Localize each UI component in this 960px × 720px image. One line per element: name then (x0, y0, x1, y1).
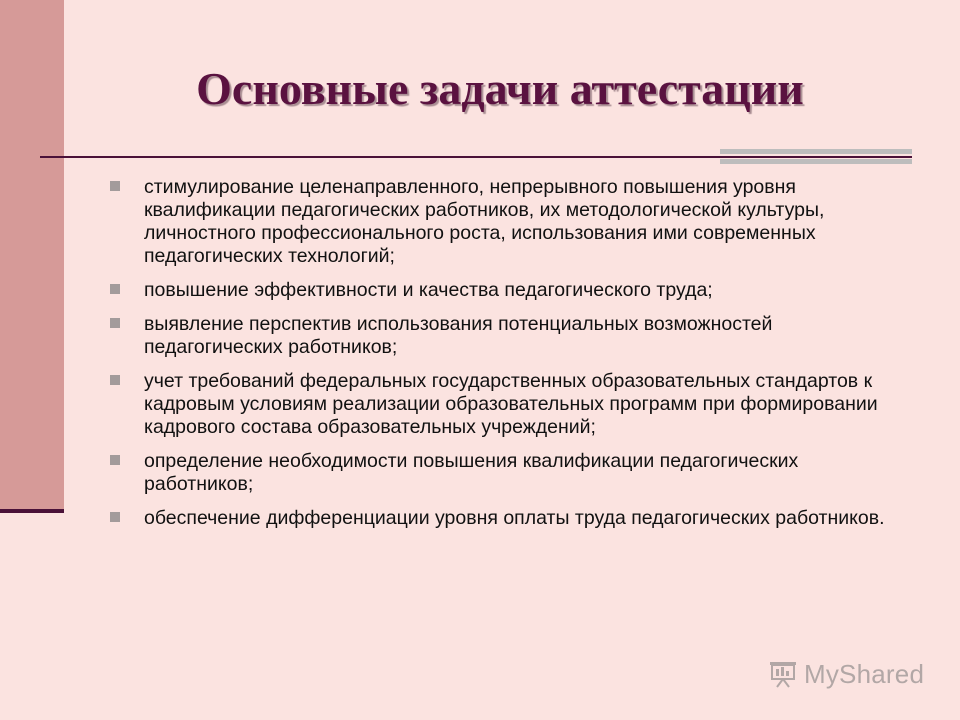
square-bullet-icon (110, 284, 120, 294)
bullet-text: учет требований федеральных государственных образовательных стандартов к кадровым условиям реализации образовательных программ при формировании кадрового состава образовательных учреждений; (144, 370, 878, 438)
bullet-text: стимулирование целенаправленного, непрерывного повышения уровня квалификации педагогических работников, их методологической культуры, личностного профессионального роста, использования ими современных педагогических технологий; (144, 176, 825, 267)
bullet-text: повышение эффективности и качества педагогического труда; (144, 279, 713, 301)
watermark-text: MyShared (804, 658, 925, 689)
square-bullet-icon (110, 512, 120, 522)
title-rule-line (40, 156, 912, 158)
side-decoration-line (0, 509, 64, 513)
square-bullet-icon (110, 181, 120, 191)
bullet-item (104, 450, 904, 496)
bullet-item (104, 176, 904, 268)
slide-title: Основные задачи аттестации (196, 63, 804, 114)
bullet-item (104, 370, 904, 439)
watermark (768, 656, 924, 692)
bullet-item (104, 313, 904, 359)
square-bullet-icon (110, 375, 120, 385)
bullet-item (104, 507, 904, 530)
title-rule-gray-bottom (720, 159, 912, 164)
bullet-item (104, 279, 904, 302)
square-bullet-icon (110, 455, 120, 465)
square-bullet-icon (110, 318, 120, 328)
bullet-list (104, 176, 904, 541)
presentation-board-icon (768, 659, 798, 689)
title-rule-gray-top (720, 149, 912, 154)
side-decoration-bar (0, 0, 64, 510)
bullet-text: выявление перспектив использования потенциальных возможностей педагогических работников; (144, 313, 773, 358)
bullet-text: обеспечение дифференциации уровня оплаты труда педагогических работников. (144, 507, 885, 529)
bullet-text: определение необходимости повышения квалификации педагогических работников; (144, 450, 799, 495)
